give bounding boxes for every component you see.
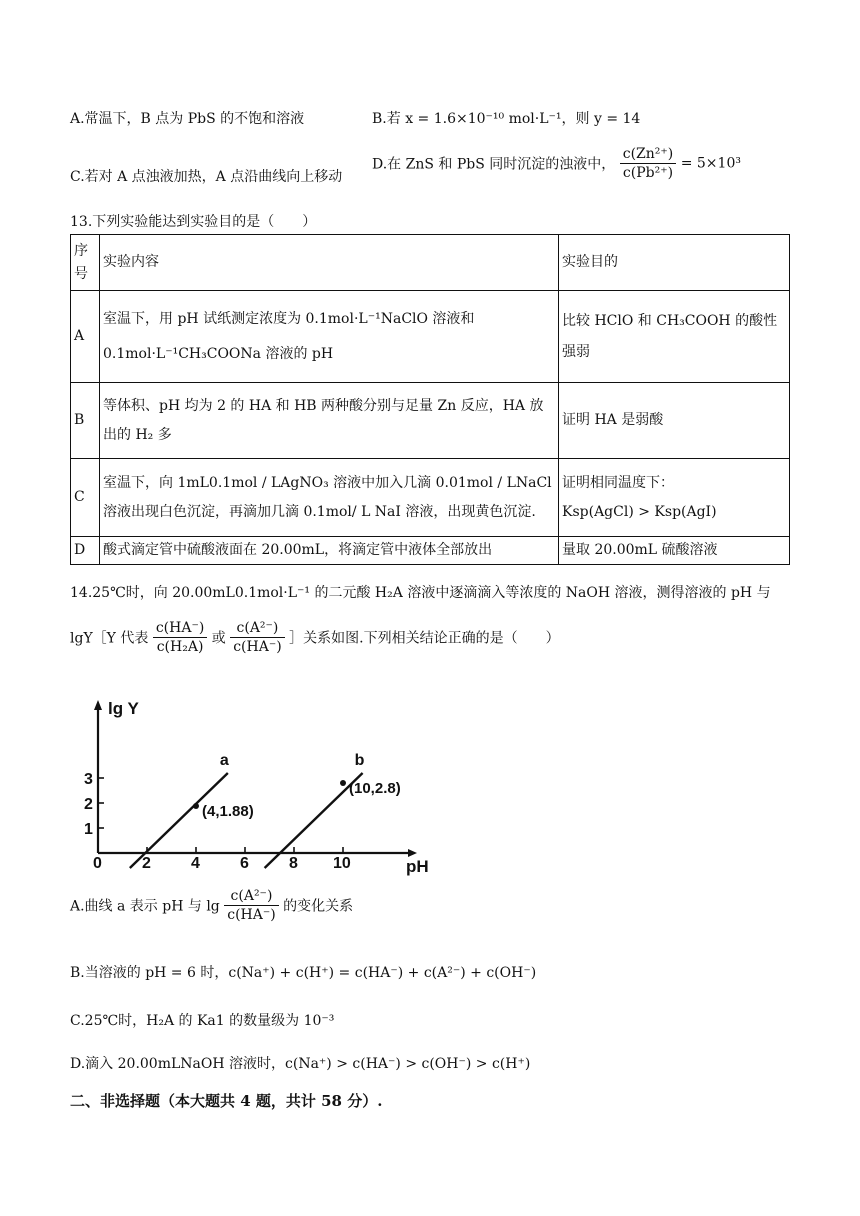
row-purpose: 量取 20.00mL 硫酸溶液 <box>559 537 790 565</box>
fraction-denominator: c(HA⁻) <box>233 639 282 656</box>
q14-option-a-suffix: 的变化关系 <box>283 898 354 915</box>
fraction-denominator: c(H₂A) <box>156 639 204 656</box>
q12-option-d-suffix: = 5×10³ <box>680 155 741 172</box>
x-tick-label: 2 <box>142 855 151 872</box>
data-point <box>193 803 199 809</box>
row-id: B <box>71 383 100 459</box>
lgy-ph-chart <box>78 696 440 880</box>
q12-option-d-prefix: D.在 ZnS 和 PbS 同时沉淀的浊液中， <box>372 156 616 173</box>
y-tick-label: 2 <box>84 796 93 813</box>
row-content-line: 出的 H₂ 多 <box>103 426 172 443</box>
row-content-line: 溶液出现白色沉淀，再滴加几滴 0.1mol/ L NaI 溶液，出现黄色沉淀. <box>103 503 536 520</box>
q14-option-b: B.当溶液的 pH = 6 时，c(Na⁺) + c(H⁺) = c(HA⁻) + c(A²⁻) + c(OH⁻) <box>70 965 537 981</box>
q12-option-b: B.若 x = 1.6×10⁻¹⁰ mol·L⁻¹，则 y = 14 <box>372 111 641 127</box>
row-id: A <box>71 291 100 383</box>
q12-option-c: C.若对 A 点浊液加热，A 点沿曲线向上移动 <box>70 169 343 185</box>
row-content-line: 室温下，用 pH 试纸测定浓度为 0.1mol·L⁻¹NaClO 溶液和 <box>103 311 475 328</box>
q14-stem-line1: 14.25℃时，向 20.00mL0.1mol·L⁻¹ 的二元酸 H₂A 溶液中逐滴滴入等浓度的 NaOH 溶液，测得溶液的 pH 与 <box>70 585 771 601</box>
q14-option-d: D.滴入 20.00mLNaOH 溶液时，c(Na⁺) > c(HA⁻) > c(OH⁻) > c(H⁺) <box>70 1056 531 1072</box>
y-tick-label: 3 <box>84 771 93 788</box>
q14-fraction-2 <box>230 620 284 655</box>
x-tick-label: 8 <box>289 855 298 872</box>
row-purpose: 证明 HA 是弱酸 <box>559 383 790 459</box>
q14-fraction-1 <box>153 620 207 655</box>
fraction-numerator: c(Zn²⁺) <box>620 146 677 164</box>
q12-option-d-fraction <box>620 146 677 181</box>
x-tick-label: 0 <box>93 855 102 872</box>
q14-option-c: C.25℃时，H₂A 的 Ka1 的数量级为 10⁻³ <box>70 1013 335 1029</box>
q14-option-a-fraction <box>224 888 278 923</box>
fraction-numerator: c(A²⁻) <box>224 888 278 906</box>
row-content: 酸式滴定管中硫酸液面在 20.00mL，将滴定管中液体全部放出 <box>100 537 559 565</box>
section-2-heading: 二、非选择题（本大题共 4 题，共计 58 分）. <box>70 1092 383 1110</box>
x-tick-label: 4 <box>191 855 200 872</box>
row-content <box>100 459 559 537</box>
q12-option-d <box>372 146 741 181</box>
row-purpose <box>559 291 790 383</box>
row-purpose-line: 比较 HClO 和 CH₃COOH 的酸性 <box>562 313 778 330</box>
row-content-line: 等体积、pH 均为 2 的 HA 和 HB 两种酸分别与足量 Zn 反应，HA 放 <box>103 398 544 415</box>
table-row <box>71 459 790 537</box>
data-point-label: (4,1.88) <box>202 803 254 820</box>
row-id: C <box>71 459 100 537</box>
q14-option-a <box>70 888 353 923</box>
y-axis-arrow <box>94 700 102 710</box>
fraction-numerator: c(A²⁻) <box>230 620 284 638</box>
table-row <box>71 291 790 383</box>
row-purpose-line: 强弱 <box>562 343 590 360</box>
table-row <box>71 383 790 459</box>
table-row <box>71 537 790 565</box>
x-tick-label: 10 <box>333 855 351 872</box>
data-point <box>340 780 346 786</box>
x-axis-label: pH <box>406 857 429 876</box>
table-header-cell: 实验目的 <box>559 235 790 291</box>
row-purpose <box>559 459 790 537</box>
table-header-cell: 实验内容 <box>100 235 559 291</box>
q13-table <box>70 234 790 565</box>
q14-stem-line2 <box>70 620 560 655</box>
row-purpose-line: 证明相同温度下： <box>562 475 674 492</box>
row-id: D <box>71 537 100 565</box>
x-tick-label: 6 <box>240 855 249 872</box>
q12-option-a: A.常温下，B 点为 PbS 的不饱和溶液 <box>70 111 305 127</box>
data-point-label: (10,2.8) <box>349 780 401 797</box>
table-header-cell: 序号 <box>71 235 100 291</box>
y-axis-label: lg Y <box>108 699 139 718</box>
q13-stem: 13.下列实验能达到实验目的是（ ） <box>70 214 317 230</box>
row-purpose-line: Ksp(AgCl) > Ksp(AgI) <box>562 503 717 520</box>
q14-option-a-prefix: A.曲线 a 表示 pH 与 lg <box>70 898 220 915</box>
row-content-line: 0.1mol·L⁻¹CH₃COONa 溶液的 pH <box>103 345 334 362</box>
y-tick-label: 1 <box>84 821 93 838</box>
fraction-denominator: c(Pb²⁺) <box>622 165 674 182</box>
series-name-a: a <box>219 752 229 769</box>
q14-line2-prefix: lgY［Y 代表 <box>70 630 149 647</box>
fraction-numerator: c(HA⁻) <box>153 620 207 638</box>
row-content <box>100 383 559 459</box>
row-content <box>100 291 559 383</box>
series-name-b: b <box>354 752 365 769</box>
row-content-line: 室温下，向 1mL0.1mol / LAgNO₃ 溶液中加入几滴 0.01mol / LNaCl <box>103 475 552 492</box>
table-header-row <box>71 235 790 291</box>
q14-line2-suffix: ］关系如图.下列相关结论正确的是（ ） <box>289 630 560 647</box>
fraction-denominator: c(HA⁻) <box>227 907 276 924</box>
q14-or: 或 <box>211 630 226 647</box>
x-axis-arrow <box>408 849 417 857</box>
